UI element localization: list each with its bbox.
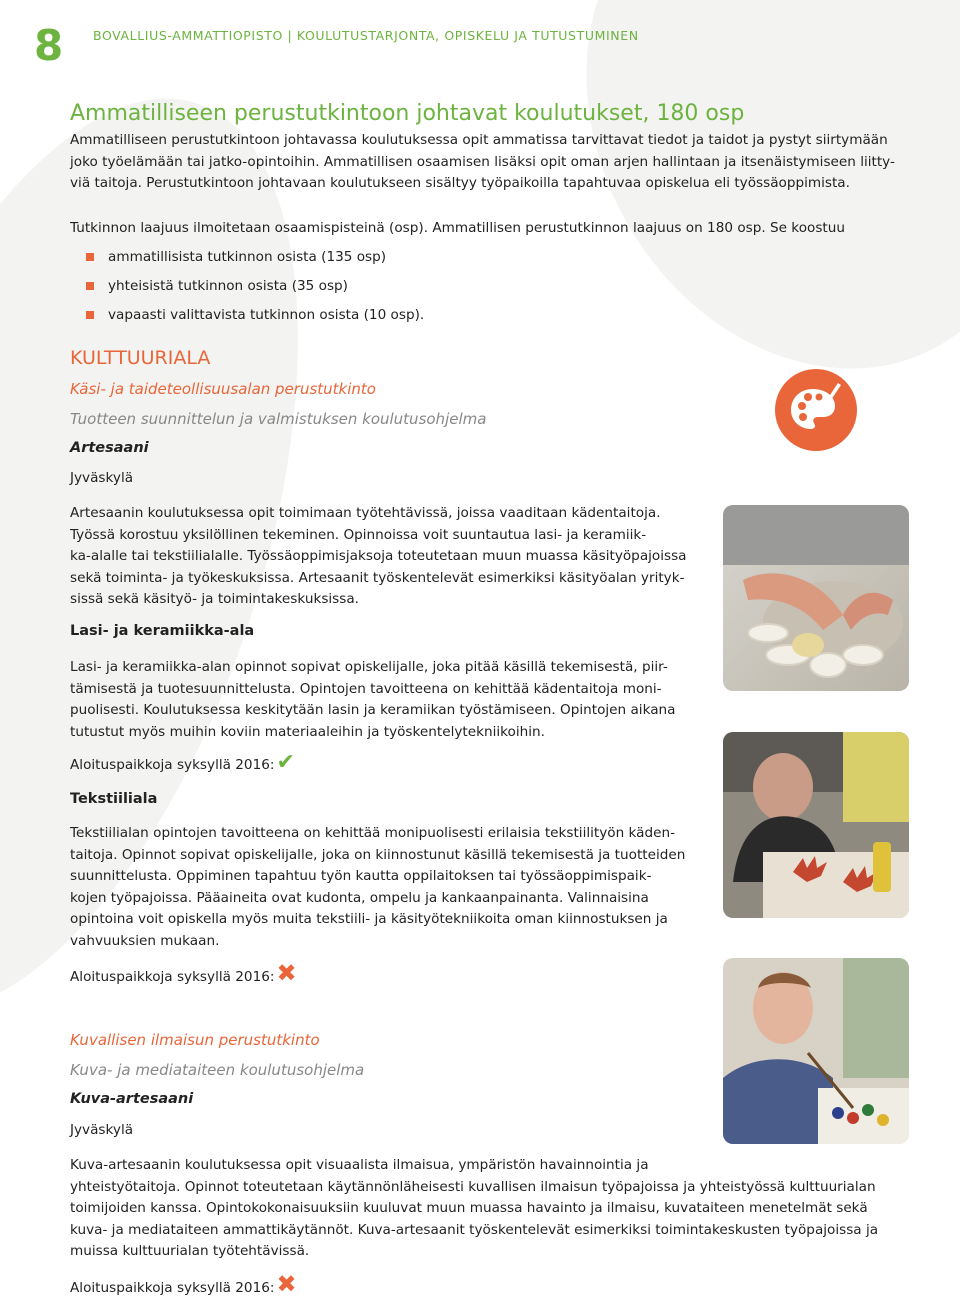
intro-line: viä taitoja. Perustutkintoon johtavaan koulutukseen sisältyy työpaikoilla tapahtuvaa opiskelua eli työssäoppimista. — [70, 175, 850, 191]
text-line: kojen työpajoissa. Pääaineita ovat kudonta, ompelu ja kankaanpainanta. Valinnaisina — [70, 889, 649, 906]
degree-description — [70, 1155, 878, 1263]
scope-text: Tutkinnon laajuus ilmoitetaan osaamispisteinä (osp). Ammatillisen perustutkinnon laajuus on 180 osp. Se koostuu — [70, 220, 845, 236]
text-line: Lasi- ja keramiikka-alan opinnot sopivat opiskelijalle, joka pitää käsillä tekemisestä, piir- — [70, 659, 668, 675]
photo-ceramics-hands — [723, 505, 909, 691]
bullet-list — [86, 247, 424, 334]
text-line: opintoina voit opiskella myös muita tekstiili- ja käsityötekniikoita oman kiinnostuksen ja — [70, 911, 668, 927]
cross-icon: ✖ — [276, 959, 297, 987]
text-line: yhteistyötaitoja. Opinnot toteutetaan käytännönläheisesti kuvallisen ilmaisun työpajoissa ja yhteistyössä kulttuurialan — [70, 1178, 876, 1195]
branch-title: Tekstiiliala — [70, 791, 158, 807]
text-line: toimijoiden kanssa. Opintokokonaisuuksiin kuuluvat muun muassa havainto ja ilmaisu, kuvataiteen menetelmät sekä — [70, 1200, 868, 1216]
intro-line: joko työelämään tai jatko-opintoihin. Ammatillisen osaamisen lisäksi opit oman arjen hallintaan ja itsenäistymiseen liitty- — [70, 153, 895, 170]
degree-title: Käsi- ja taideteollisuusalan perustutkinto — [70, 380, 376, 398]
list-item: yhteisistä tutkinnon osista (35 osp) — [86, 276, 424, 305]
list-item: vapaasti valittavista tutkinnon osista (10 osp). — [86, 305, 424, 334]
text-line: puolisesti. Koulutuksessa keskitytään lasin ja keramiikan työstämiseen. Opintojen aikana — [70, 702, 676, 718]
start-places-label: Aloituspaikkoja syksyllä 2016: — [70, 757, 275, 773]
branch-description — [70, 657, 676, 743]
text-line: tämisestä ja tuotesuunnittelusta. Opintojen tavoitteena on kehittää kädentaitoja moni- — [70, 680, 662, 697]
degree-description — [70, 503, 687, 611]
palette-brush-icon — [775, 369, 857, 451]
intro-paragraph — [70, 130, 895, 195]
page-title: Ammatilliseen perustutkintoon johtavat koulutukset, 180 osp — [70, 101, 745, 126]
qualification-title: Artesaani — [70, 440, 149, 456]
start-places-label: Aloituspaikkoja syksyllä 2016: — [70, 969, 275, 985]
program-title: Tuotteen suunnittelun ja valmistuksen koulutusohjelma — [70, 410, 487, 428]
text-line: Tekstiilialan opintojen tavoitteena on kehittää monipuolisesti erilaisia tekstiilityön käden- — [70, 825, 676, 841]
start-places-label: Aloituspaikkoja syksyllä 2016: — [70, 1280, 275, 1296]
text-line: sissä sekä käsityö- ja toimintakeskuksissa. — [70, 591, 359, 607]
section-title: KULTTUURIALA — [70, 347, 211, 369]
text-line: Kuva-artesaanin koulutuksessa opit visuaalista ilmaisua, ympäristön havainnointia ja — [70, 1157, 649, 1173]
program-title: Kuva- ja mediataiteen koulutusohjelma — [70, 1061, 365, 1079]
text-line: tutustut myös muihin koviin materiaaleihin ja työskentelytekniikoihin. — [70, 723, 545, 740]
branch-description — [70, 823, 685, 952]
photo-mosaic-student — [723, 732, 909, 918]
page-number: 8 — [34, 21, 64, 70]
text-line: Artesaanin koulutuksessa opit toimimaan työtehtävissä, joissa vaaditaan kädentaitoja. — [70, 505, 661, 521]
text-line: Työssä korostuu yksilöllinen tekeminen. Opinnoissa voit suuntautua lasi- ja keramiik- — [70, 526, 647, 543]
checkmark-icon: ✔ — [276, 750, 295, 775]
start-places — [70, 752, 295, 777]
text-line: taitoja. Opinnot sopivat opiskelijalle, joka on kiinnostunut käsillä tekemisestä ja tuotteiden — [70, 846, 686, 863]
location: Jyväskylä — [70, 1122, 134, 1138]
text-line: muissa kulttuurialan työtehtävissä. — [70, 1243, 310, 1259]
start-places — [70, 959, 297, 989]
location: Jyväskylä — [70, 470, 134, 486]
text-line: sekä toiminta- ja työkeskuksissa. Artesaanit työskentelevät esimerkiksi käsityöalan yrityk- — [70, 569, 685, 586]
text-line: kuva- ja mediataiteen ammattikäytännöt. Kuva-artesaanit työskentelevät esimerkiksi toimintakeskusten työpajoissa ja — [70, 1221, 879, 1238]
page-header: BOVALLIUS-AMMATTIOPISTO | KOULUTUSTARJONTA, OPISKELU JA TUTUSTUMINEN — [93, 28, 639, 43]
intro-line: Ammatilliseen perustutkintoon johtavassa koulutuksessa opit ammatissa tarvittavat tiedot ja taidot ja pystyt siirtymään — [70, 132, 888, 148]
qualification-title: Kuva-artesaani — [70, 1091, 194, 1107]
text-line: vahvuuksien mukaan. — [70, 932, 220, 949]
branch-title: Lasi- ja keramiikka-ala — [70, 623, 255, 639]
start-places — [70, 1270, 297, 1300]
degree-title: Kuvallisen ilmaisun perustutkinto — [70, 1031, 320, 1049]
text-line: ka-alalle tai tekstiilialalle. Työssäoppimisjaksoja toteutetaan muun muassa käsityöpajoissa — [70, 548, 687, 564]
list-item: ammatillisista tutkinnon osista (135 osp) — [86, 247, 424, 276]
text-line: suunnittelusta. Oppiminen tapahtuu työn kautta oppilaitoksen tai työssäoppimispaik- — [70, 868, 652, 884]
photo-painting-student — [723, 958, 909, 1144]
cross-icon: ✖ — [276, 1270, 297, 1298]
